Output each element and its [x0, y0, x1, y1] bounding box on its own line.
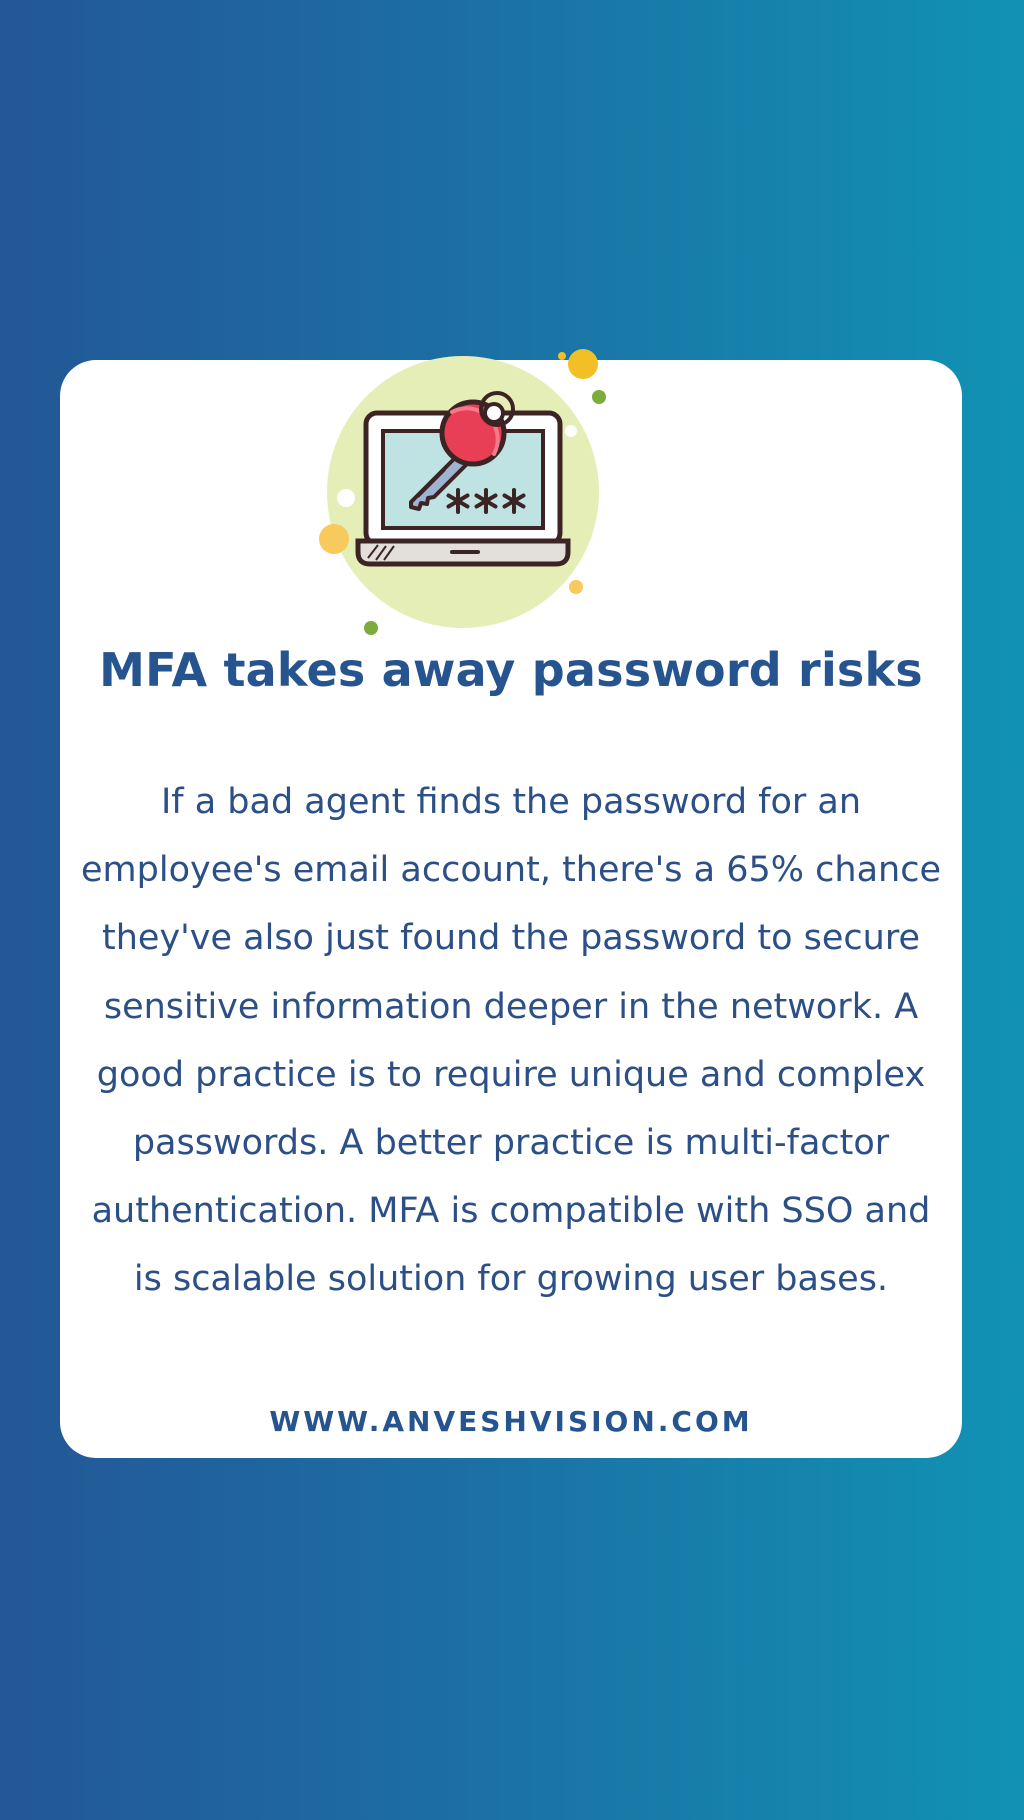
card-title: MFA takes away password risks [99, 643, 923, 697]
laptop-password-key-icon [300, 330, 640, 650]
card-body-text: If a bad agent finds the password for an employee's email account, there's a 65% chance they've also just found the password to secure sensitive information deeper in the network. A good practice is to require unique and complex passwords. A better practice is multi-factor authentication. MFA is compatible with SSO and is scalable solution for growing user bases. [81, 782, 941, 1300]
masked-password-icon [449, 490, 524, 512]
website-url: WWW.ANVESHVISION.COM [269, 1405, 753, 1438]
